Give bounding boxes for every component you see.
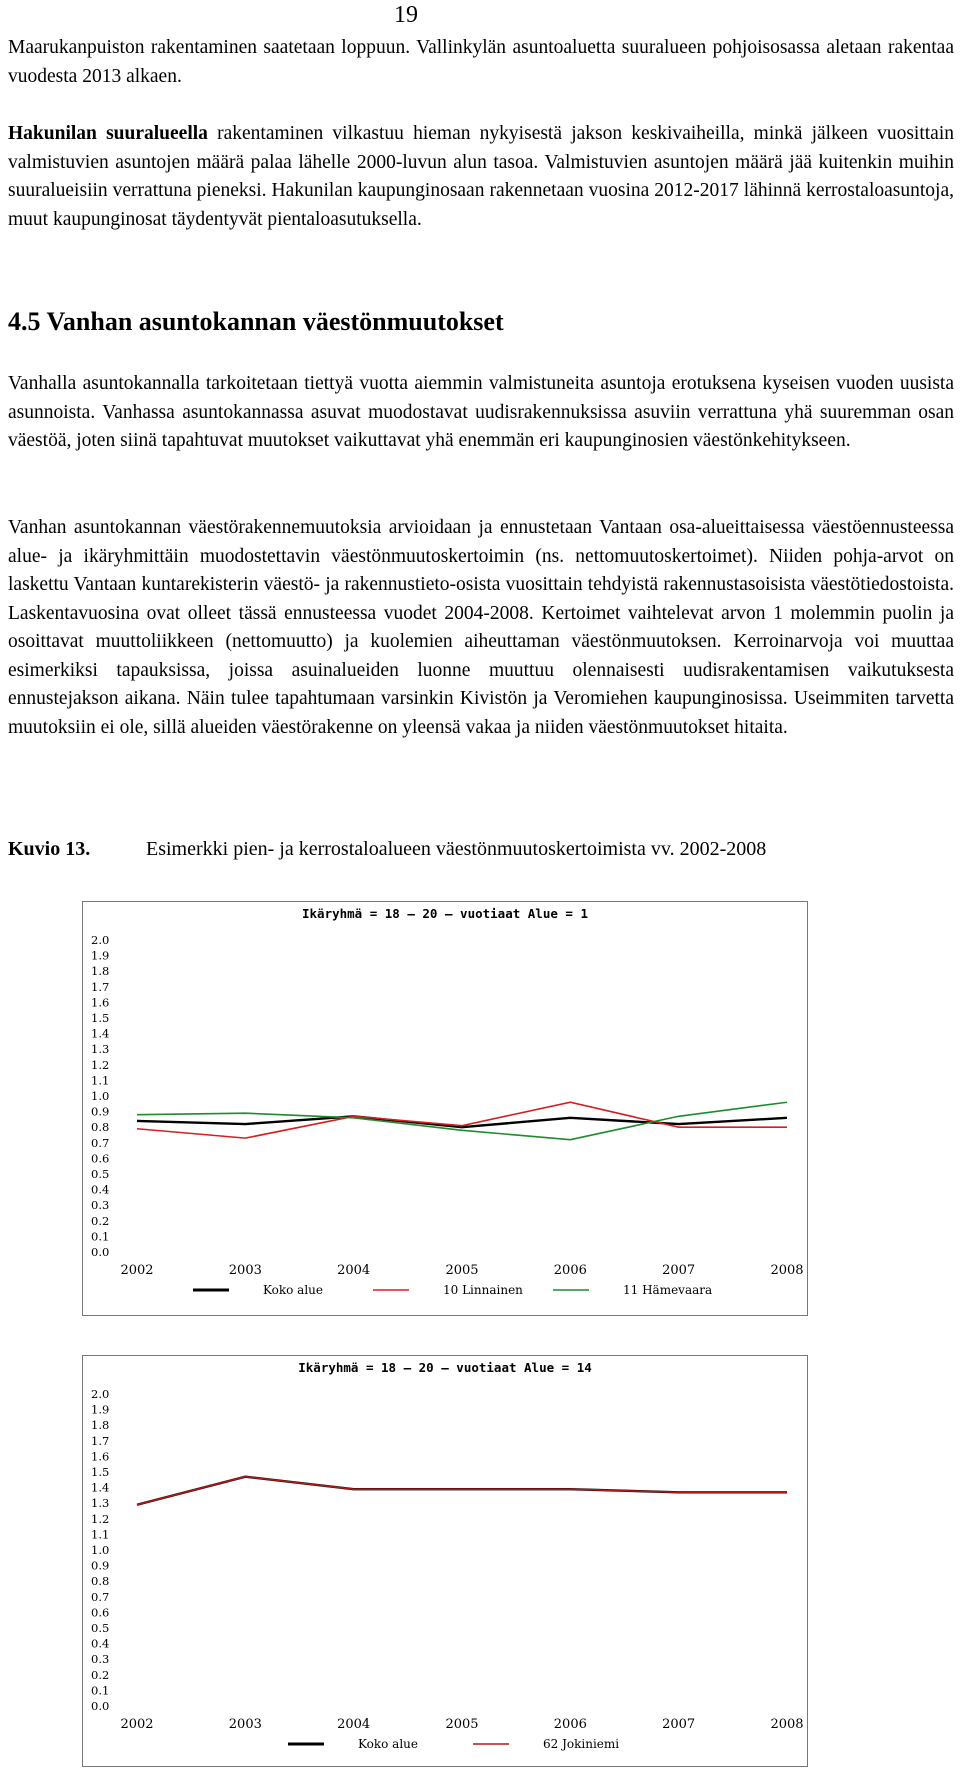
y-tick-label: 1.8 (91, 964, 110, 979)
x-tick-label: 2004 (337, 1263, 371, 1278)
x-tick-label: 2008 (770, 1717, 804, 1732)
y-tick-label: 0.3 (91, 1652, 110, 1667)
y-tick-label: 0.9 (91, 1104, 110, 1119)
y-tick-label: 0.7 (91, 1135, 110, 1150)
y-tick-label: 1.9 (91, 948, 110, 963)
x-tick-label: 2006 (553, 1717, 587, 1732)
y-tick-label: 1.6 (91, 1449, 110, 1464)
y-tick-label: 1.6 (91, 995, 110, 1010)
figure-caption-text: Esimerkki pien- ja kerrostaloalueen väestönmuutoskertoimista vv. 2002-2008 (146, 838, 767, 860)
paragraph-4: Vanhan asuntokannan väestörakennemuutoksia arvioidaan ja ennustetaan Vantaan osa-alueittaisessa väestöennusteessa alue- ja ikäryhmittäin muodostettavin väestönmuutoskertoimin (ns. nettomuutoskertoimet). Niiden pohja-arvot on laskettu Vantaan kuntarekisterin väestö- ja rakennustieto-osista vuosittain tehdyistä rakennustasoisista väestötiedostoista. Laskentavuosina ovat olleet tässä ennusteessa vuodet 2004-2008. Kertoimet vaihtelevat arvon 1 molemmin puolin ja osoittavat muuttoliikkeen (nettomuutto) ja kuolemien aiheuttaman väestönmuutoksen. Kerroinarvoja voi muuttaa esimerkiksi tapauksissa, joissa asuinalueiden luonne muuttuu olennaisesti uudisrakentamisen vaikutuksesta ennustejakson aikana. Näin tulee tapahtumaan varsinkin Kivistön ja Veromiehen kaupunginosissa. Useimmiten tarvetta muutoksiin ei ole, sillä alueiden väestörakenne on yleensä vakaa ja niiden väestönmuutokset hitaita. (8, 517, 954, 738)
chart-title: Ikäryhmä = 18 — 20 — vuotiaat Alue = 14 (298, 1360, 592, 1375)
y-tick-label: 0.3 (91, 1198, 110, 1213)
chart-1-svg (83, 902, 807, 1315)
x-tick-label: 2003 (228, 1717, 262, 1732)
x-tick-label: 2006 (553, 1263, 587, 1278)
x-tick-label: 2008 (770, 1263, 804, 1278)
y-tick-label: 1.9 (91, 1402, 110, 1417)
paragraph-2 (8, 120, 954, 234)
y-tick-label: 1.4 (91, 1026, 110, 1041)
legend-label: Koko alue (358, 1737, 418, 1751)
y-tick-label: 1.5 (91, 1465, 110, 1479)
y-tick-label: 1.1 (91, 1073, 110, 1088)
y-tick-label: 2.0 (91, 1387, 110, 1401)
section-heading: 4.5 Vanhan asuntokannan väestönmuutokset (8, 307, 504, 336)
legend-label: 62 Jokiniemi (543, 1737, 620, 1751)
series-line-2 (137, 1477, 787, 1505)
series-line-2 (137, 1102, 787, 1138)
paragraph-3: Vanhalla asuntokannalla tarkoitetaan tiettyä vuotta aiemmin valmistuneita asuntoja erotuksena kyseisen vuoden uusista asunnoista. Vanhassa asuntokannassa asuvat muodostavat uudisrakennuksissa asuviin verrattuna yhä suuremman osan väestöä, joten siinä tapahtuvat muutokset vaikuttavat yhä enemmän eri kaupunginosien väestönkehitykseen. (8, 373, 954, 451)
page-number: 19 (394, 2, 418, 28)
y-tick-label: 1.3 (91, 1042, 110, 1057)
y-tick-label: 0.8 (91, 1574, 110, 1589)
y-tick-label: 1.7 (91, 979, 110, 994)
y-tick-label: 1.2 (91, 1511, 110, 1526)
y-tick-label: 1.0 (91, 1543, 110, 1557)
paragraph-2-bold: Hakunilan suuralueella (8, 123, 208, 144)
x-tick-label: 2007 (662, 1263, 696, 1278)
chart-2 (82, 1355, 808, 1767)
y-tick-label: 1.1 (91, 1527, 110, 1542)
y-tick-label: 0.1 (91, 1683, 110, 1698)
figure-caption (8, 838, 766, 861)
series-line-1 (137, 1477, 787, 1505)
y-tick-label: 1.3 (91, 1496, 110, 1511)
x-tick-label: 2004 (337, 1717, 371, 1732)
paragraph-1: Maarukanpuiston rakentaminen saatetaan loppuun. Vallinkylän asuntoaluetta suuralueen pohjoisosassa aletaan rakentaa vuodesta 2013 alkaen. (8, 37, 954, 87)
y-tick-label: 1.4 (91, 1480, 110, 1495)
x-tick-label: 2003 (228, 1263, 262, 1278)
legend-label: 10 Linnainen (443, 1283, 523, 1297)
paragraph-2-rest: rakentaminen vilkastuu hieman nykyisestä jakson keskivaiheilla, minkä jälkeen vuosittain valmistuvien asuntojen määrä palaa lähelle 2000-luvun alun tasoa. Valmistuvien asuntojen määrä jää kuitenkin muihin suuralueisiin verrattuna pieneksi. Hakunilan kaupunginosaan rakennetaan vuosina 2012-2017 lähinnä kerrostaloasuntoja, muut kaupunginosat täydentyvät pientaloasutuksella. (8, 123, 954, 230)
y-tick-label: 0.1 (91, 1229, 110, 1244)
chart-2-svg (83, 1356, 807, 1766)
y-tick-label: 1.2 (91, 1057, 110, 1072)
y-tick-label: 0.5 (91, 1167, 110, 1181)
x-tick-label: 2002 (120, 1717, 154, 1732)
y-tick-label: 0.2 (91, 1213, 110, 1228)
y-tick-label: 0.2 (91, 1667, 110, 1682)
legend-label: Koko alue (263, 1283, 323, 1297)
y-tick-label: 0.8 (91, 1120, 110, 1135)
x-tick-label: 2005 (445, 1717, 479, 1732)
y-tick-label: 1.0 (91, 1089, 110, 1103)
x-tick-label: 2005 (445, 1263, 479, 1278)
y-tick-label: 1.5 (91, 1011, 110, 1025)
y-tick-label: 0.4 (91, 1182, 110, 1197)
figure-caption-label: Kuvio 13. (8, 838, 91, 860)
y-tick-label: 0.9 (91, 1558, 110, 1573)
chart-title: Ikäryhmä = 18 — 20 — vuotiaat Alue = 1 (302, 906, 588, 921)
chart-1 (82, 901, 808, 1316)
y-tick-label: 0.0 (91, 1245, 110, 1259)
series-line-3 (137, 1102, 787, 1139)
y-tick-label: 0.7 (91, 1589, 110, 1604)
y-tick-label: 2.0 (91, 933, 110, 947)
y-tick-label: 0.0 (91, 1699, 110, 1713)
y-tick-label: 1.8 (91, 1418, 110, 1433)
y-tick-label: 0.5 (91, 1621, 110, 1635)
y-tick-label: 0.6 (91, 1151, 110, 1166)
y-tick-label: 1.7 (91, 1433, 110, 1448)
y-tick-label: 0.6 (91, 1605, 110, 1620)
legend-label: 11 Hämevaara (623, 1283, 713, 1297)
y-tick-label: 0.4 (91, 1636, 110, 1651)
x-tick-label: 2007 (662, 1717, 696, 1732)
x-tick-label: 2002 (120, 1263, 154, 1278)
